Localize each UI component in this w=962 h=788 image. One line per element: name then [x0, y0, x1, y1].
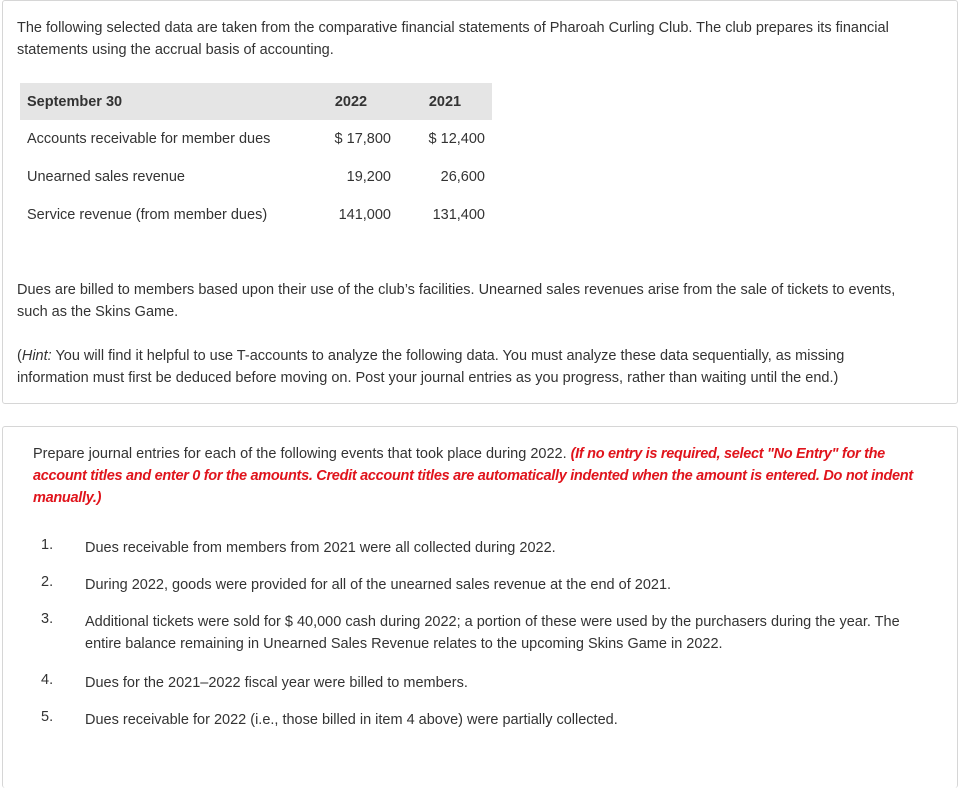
table-row	[20, 120, 492, 158]
row-label: Unearned sales revenue	[27, 169, 185, 185]
comparative-data-table	[20, 83, 492, 234]
event-number: 4.	[41, 672, 54, 688]
row-label: Service revenue (from member dues)	[27, 207, 268, 223]
event-text: During 2022, goods were provided for all of the unearned sales revenue at the end of 2021.	[85, 577, 672, 593]
event-text: Additional tickets were sold for $ 40,000 cash during 2022; a portion of these were used by the purchasers during the year. The entire balance remaining in Unearned Sales Revenue relates to the upcoming Skins Game in 2022.	[85, 614, 900, 652]
value-2022: 19,200	[346, 169, 391, 185]
problem-data-panel	[2, 0, 958, 404]
value-2022: 141,000	[338, 207, 391, 223]
hint-open-paren: (	[17, 348, 22, 364]
instructions-text: Prepare journal entries for each of the following events that took place during 2022.	[33, 446, 571, 462]
header-2022: 2022	[304, 83, 398, 120]
hint-label: Hint:	[21, 348, 52, 364]
hint-text: You will find it helpful to use T-accounts to analyze the following data. You must analyze these data sequentially, as missing information must first be deduced before moving on. Post your journal entries as you progress, rather than waiting until the end.)	[17, 348, 845, 386]
value-2022: $ 17,800	[334, 131, 391, 147]
value-2021: 131,400	[432, 207, 485, 223]
event-text: Dues for the 2021–2022 fiscal year were billed to members.	[85, 675, 468, 691]
value-2021: 26,600	[440, 169, 485, 185]
event-number: 1.	[41, 537, 54, 553]
event-text: Dues receivable for 2022 (i.e., those billed in item 4 above) were partially collected.	[85, 712, 618, 728]
intro-paragraph: The following selected data are taken from the comparative financial statements of Pharoah Curling Club. The club prepares its financial statements using the accrual basis of accounting.	[17, 20, 889, 58]
header-2021: 2021	[398, 83, 492, 120]
value-2021: $ 12,400	[428, 131, 485, 147]
table-header-row	[20, 83, 492, 120]
hint-paragraph	[17, 345, 917, 389]
event-number: 2.	[41, 574, 54, 590]
table-row	[20, 196, 492, 234]
dues-paragraph: Dues are billed to members based upon their use of the club’s facilities. Unearned sales revenues arise from the sale of tickets to events, such as the Skins Game.	[17, 282, 896, 320]
event-number: 5.	[41, 709, 54, 725]
instructions	[33, 443, 927, 509]
question-panel	[2, 426, 958, 788]
header-label: September 30	[20, 83, 304, 120]
table-row	[20, 158, 492, 196]
row-label: Accounts receivable for member dues	[27, 131, 271, 147]
instructions-note: (If no entry is required, select "No Entry" for the account titles and enter 0 for the amounts. Credit account titles are automatically indented when the amount is entered. Do not indent manually.)	[33, 446, 913, 506]
event-text: Dues receivable from members from 2021 were all collected during 2022.	[85, 540, 556, 556]
event-number: 3.	[41, 611, 54, 627]
